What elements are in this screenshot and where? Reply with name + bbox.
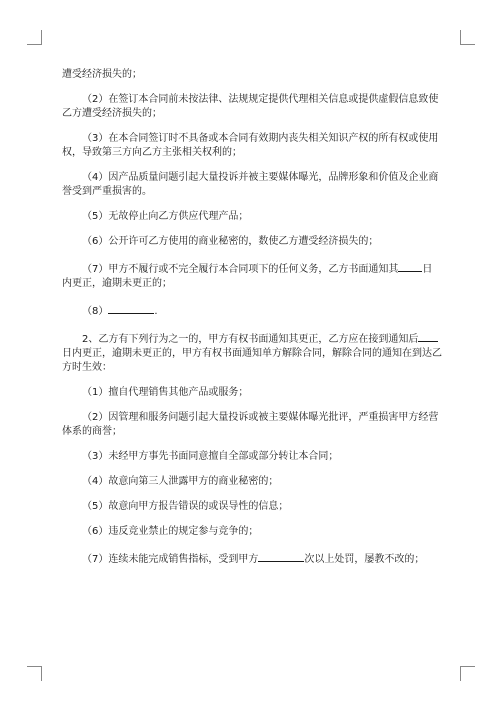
paragraph: （1）擅自代理销售其他产品或服务；	[82, 387, 249, 398]
paragraph	[62, 260, 442, 291]
paragraph: （5）无故停止向乙方供应代理产品；	[82, 211, 249, 222]
crop-mark-bottom-left	[27, 666, 42, 681]
crop-mark-bottom-right	[460, 666, 475, 681]
paragraph: （4）因产品质量问题引起大量投诉并被主要媒体曝光，品牌形象和价值及企业商誉受到严重损害的。	[62, 172, 439, 197]
paragraph: 遭受经济损失的；	[62, 69, 142, 80]
paragraph-text: 2、乙方有下列行为之一的，甲方有权书面通知其更正，乙方应在接到通知后	[82, 334, 419, 345]
paragraph-text: 次以上处罚，屡教不改的；	[304, 554, 425, 565]
crop-mark-top-left	[27, 30, 42, 45]
crop-mark-top-right	[460, 30, 475, 45]
fill-in-blank	[418, 330, 430, 342]
paragraph-text: 日内更正，逾期未更正的；	[62, 264, 433, 289]
paragraph	[62, 330, 442, 375]
paragraph	[62, 550, 442, 567]
paragraph-text: .	[154, 306, 158, 317]
paragraph: （4）故意向第三人泄露甲方的商业秘密的；	[82, 476, 279, 487]
paragraph: （6）公开许可乙方使用的商业秘密的，数使乙方遭受经济损失的；	[82, 236, 379, 247]
fill-in-blank	[108, 302, 154, 314]
fill-in-blank	[430, 330, 438, 342]
paragraph: （3）在本合同签订时不具备或本合同有效期内丧失相关知识产权的所有权或使用权，导致第三方向乙方主张相关权利的；	[62, 133, 439, 158]
fill-in-blank	[258, 550, 304, 562]
paragraph-text: （8）	[82, 306, 109, 317]
paragraph: （3）未经甲方事先书面同意擅自全部或部分转让本合同；	[82, 451, 339, 462]
paragraph: （6）违反竞业禁止的规定参与竞争的；	[82, 526, 259, 537]
fill-in-blank	[398, 260, 422, 272]
paragraph-text: （7）连续未能完成销售指标，受到甲方	[82, 554, 259, 565]
paragraph	[62, 302, 442, 319]
paragraph-text: （7）甲方不履行或不完全履行本合同项下的任何义务，乙方书面通知其	[82, 264, 399, 275]
paragraph: （2）因管理和服务问题引起大量投诉或被主要媒体曝光批评，严重损害甲方经营体系的商誉；	[62, 412, 439, 437]
paragraph-text: 日内更正，逾期未更正的，甲方有权书面通知单方解除合同，解除合同的通知在到达乙方时生效：	[62, 348, 442, 373]
paragraph: （5）故意向甲方报告错误的或误导性的信息；	[82, 501, 289, 512]
document-body	[62, 68, 442, 578]
paragraph: （2）在签订本合同前未按法律、法规规定提供代理相关信息或提供虚假信息致使乙方遭受经济损失的；	[62, 94, 439, 119]
